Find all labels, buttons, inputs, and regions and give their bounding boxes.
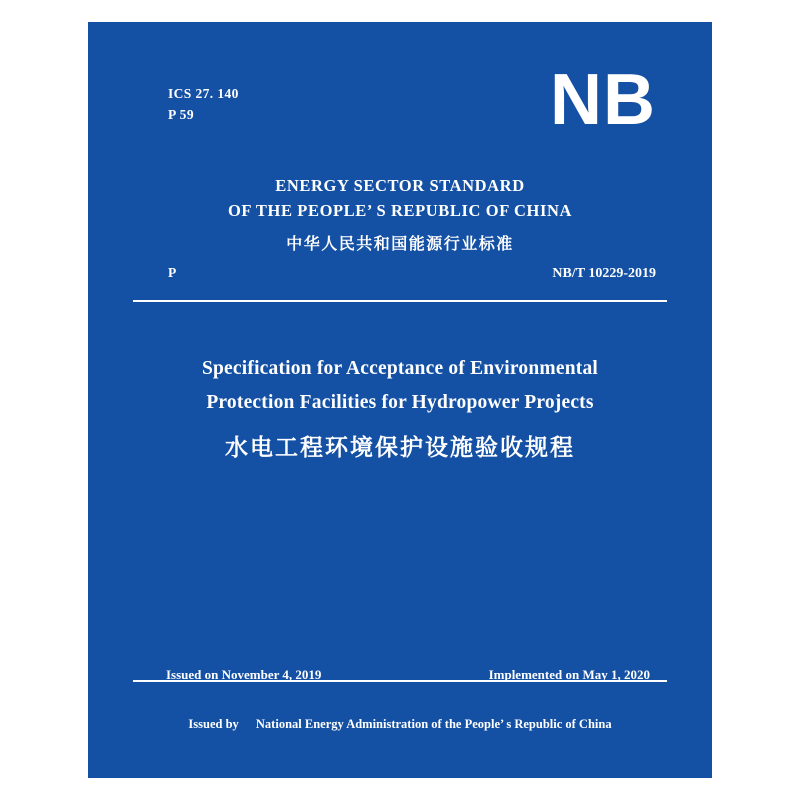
code-row [168,265,656,282]
title-block [128,352,672,462]
category-letter: P [168,265,177,280]
dates-row [166,667,650,683]
implemented-date: Implemented on May 1, 2020 [488,667,650,682]
standard-cover [88,22,712,778]
ics-code: ICS 27. 140 [168,86,239,101]
issuer-line [88,717,712,732]
title-en-line-1: Specification for Acceptance of Environmental [201,358,599,379]
divider-top [133,300,667,302]
nb-logo: NB [550,60,656,140]
title-en-line-2: Protection Facilities for Hydropower Projects [206,392,594,414]
issued-date: Issued on November 4, 2019 [166,667,322,682]
ics-block [168,84,239,126]
heading-line-en-1: ENERGY SECTOR STANDARD [275,176,525,195]
class-code: P 59 [168,106,194,122]
title-zh: 水电工程环境保护设施验收规程 [225,435,575,462]
heading-line-zh: 中华人民共和国能源行业标准 [286,233,514,253]
standard-number: NB/T 10229-2019 [552,266,656,281]
issued-by-label: Issued by [188,717,239,731]
issuing-organization: National Energy Administration of the People’ s Republic of China [255,717,612,731]
standard-heading [88,174,712,254]
heading-line-en-2: OF THE PEOPLE’ S REPUBLIC OF CHINA [227,200,573,220]
